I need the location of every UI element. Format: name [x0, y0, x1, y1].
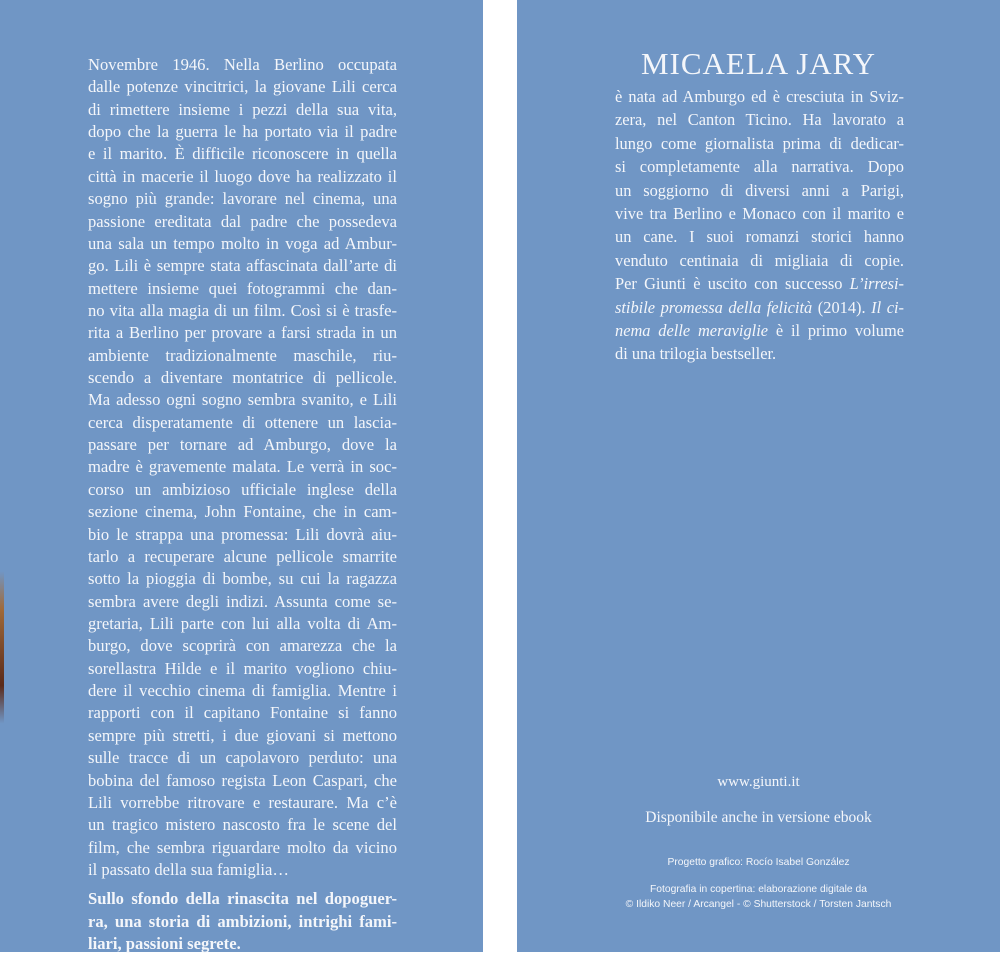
cover-image-edge	[0, 0, 4, 952]
text-line	[88, 501, 397, 523]
text-segment: bio le strappa una promessa: Lili dovrà aiu-	[88, 524, 397, 544]
text-line	[88, 143, 397, 165]
text-segment: un tragico mistero nascosto fra le scene del	[88, 815, 397, 835]
synopsis	[88, 54, 397, 955]
text-line	[88, 278, 397, 300]
text-segment: ra, una storia di ambizioni, intrighi fami-	[88, 911, 397, 931]
text-segment: no vita alla magia di un film. Così si è trasfe-	[88, 300, 397, 320]
text-line	[615, 85, 904, 108]
text-segment: bobina del famoso regista Leon Caspari, che	[88, 770, 397, 790]
text-segment: un soggiorno di diversi anni a Parigi,	[615, 180, 904, 200]
text-segment: (2014).	[812, 297, 872, 317]
text-segment: un cane. I suoi romanzi storici hanno	[615, 227, 904, 247]
text-segment: il passato della sua famiglia…	[88, 859, 289, 879]
back-flap	[0, 0, 483, 952]
publisher-website: www.giunti.it	[717, 774, 800, 790]
text-line	[615, 249, 904, 272]
photo-credit	[517, 882, 1000, 912]
text-segment: liari, passioni segrete.	[88, 934, 241, 954]
text-line	[88, 702, 397, 724]
tagline-paragraph	[88, 888, 397, 955]
text-line	[88, 591, 397, 613]
text-segment: sulle tracce di un capolavoro perduto: una	[88, 748, 397, 768]
text-segment: cerca disperatamente di ottenere un lascia-	[88, 412, 397, 432]
text-segment: zera, nel Canton Ticino. Ha lavorato a	[615, 110, 904, 130]
text-segment: è il primo volume	[768, 320, 904, 340]
text-line	[88, 300, 397, 322]
text-line	[615, 296, 904, 319]
text-segment: città in macerie il luogo dove ha realizzato il	[88, 166, 397, 186]
italic-title: L’irresi-	[849, 274, 904, 294]
text-line	[88, 792, 397, 814]
text-segment: go. Lili è sempre stata affascinata dall’arte di	[88, 256, 397, 276]
text-segment: gretaria, Lili parte con lui alla volta di Am-	[88, 613, 397, 633]
text-line	[88, 859, 397, 881]
text-segment: Lili vorrebbe ritrovare e restaurare. Ma c’è	[88, 792, 397, 812]
text-line	[88, 345, 397, 367]
text-segment: sorellastra Hilde e il marito vogliono chiu-	[88, 658, 397, 678]
text-line	[88, 770, 397, 792]
text-segment: rita a Berlino per provare a farsi strada in un	[88, 323, 397, 343]
text-line	[88, 658, 397, 680]
text-segment: di una trilogia bestseller.	[615, 344, 777, 364]
text-line	[88, 412, 397, 434]
text-segment: sezione cinema, John Fontaine, che in cam-	[88, 502, 397, 522]
text-segment: dopo che la guerra le ha portato via il padre	[88, 122, 397, 142]
text-line	[88, 211, 397, 233]
photo-credit-line: © Ildiko Neer / Arcangel - © Shutterstock / Torsten Jantsch	[625, 899, 892, 910]
text-segment: Novembre 1946. Nella Berlino occupata	[88, 55, 397, 74]
text-segment: tarlo a recuperare alcune pellicole smarrite	[88, 546, 397, 566]
text-segment: di rimettere insieme i pezzi della sua vita,	[88, 99, 397, 119]
text-segment: sempre più stretti, i due giovani si mettono	[88, 725, 397, 745]
text-line	[615, 319, 904, 342]
text-segment: vive tra Berlino e Monaco con il marito e	[615, 203, 904, 223]
text-segment: lungo come giornalista prima di dedicar-	[615, 133, 904, 153]
text-segment: passione ereditata dal padre che possedeva	[88, 211, 397, 231]
text-line	[88, 188, 397, 210]
italic-title: Il ci-	[871, 297, 904, 317]
text-segment: film, che sembra riguardare molto da vicino	[88, 837, 397, 857]
text-line	[615, 342, 904, 365]
text-segment: si completamente alla narrativa. Dopo	[615, 157, 904, 177]
text-segment: burgo, dove scoprirà con amarezza che la	[88, 636, 397, 656]
author-bio	[615, 85, 904, 366]
text-segment: dalle potenze vincitrici, la giovane Lili cerca	[88, 77, 397, 97]
text-segment: venduto centinaia di migliaia di copie.	[615, 250, 904, 270]
text-line	[615, 179, 904, 202]
text-line	[88, 888, 397, 910]
text-line	[88, 546, 397, 568]
text-line	[88, 635, 397, 657]
ebook-note: Disponibile anche in versione ebook	[645, 809, 872, 826]
text-line	[615, 202, 904, 225]
italic-title: stibile promessa della felicità	[615, 297, 813, 317]
text-line	[88, 524, 397, 546]
text-line	[88, 76, 397, 98]
text-segment: dere il vecchio cinema di famiglia. Mentre i	[88, 681, 397, 701]
author-bio-paragraph	[615, 85, 904, 366]
text-line	[615, 272, 904, 295]
text-line	[615, 225, 904, 248]
text-line	[88, 99, 397, 121]
text-segment: Sullo sfondo della rinascita nel dopoguer-	[88, 889, 397, 909]
text-line	[88, 568, 397, 590]
text-line	[88, 434, 397, 456]
italic-title: nema delle meraviglie	[615, 320, 769, 340]
design-credit: Progetto grafico: Rocío Isabel González	[667, 857, 850, 868]
text-segment: una sala un tempo molto in voga ad Ambur-	[88, 233, 397, 253]
text-segment: Ma adesso ogni sogno sembra svanito, e Lili	[88, 390, 397, 410]
text-segment: sotto la pioggia di bombe, su cui la ragazza	[88, 569, 397, 589]
author-name: MICAELA JARY	[640, 46, 877, 81]
text-line	[88, 54, 397, 76]
text-line	[88, 456, 397, 478]
front-flap	[517, 0, 1000, 952]
text-line	[88, 837, 397, 859]
text-line	[615, 108, 904, 131]
text-segment: sogno più grande: lavorare nel cinema, una	[88, 189, 397, 209]
text-line	[88, 255, 397, 277]
text-line	[88, 747, 397, 769]
text-line	[88, 814, 397, 836]
text-line	[88, 233, 397, 255]
text-line	[88, 725, 397, 747]
photo-credit-line: Fotografia in copertina: elaborazione digitale da	[650, 884, 867, 895]
text-line	[88, 322, 397, 344]
text-segment: sembra avere degli indizi. Assunta come se-	[88, 591, 397, 611]
text-segment: mettere insieme quei fotogrammi che dan-	[88, 278, 397, 298]
text-segment: Per Giunti è uscito con successo	[615, 274, 850, 294]
text-segment: ambiente tradizionalmente maschile, riu-	[88, 345, 397, 365]
text-line	[88, 166, 397, 188]
text-line	[615, 155, 904, 178]
synopsis-paragraph	[88, 54, 397, 881]
text-line	[88, 911, 397, 933]
text-line	[615, 132, 904, 155]
text-line	[88, 389, 397, 411]
text-line	[88, 121, 397, 143]
text-line	[88, 613, 397, 635]
text-segment: scendo a diventare montatrice di pellicole.	[88, 368, 397, 388]
text-segment: corso un ambizioso ufficiale inglese della	[88, 479, 397, 499]
text-segment: madre è gravemente malata. Le verrà in soc-	[88, 457, 397, 477]
text-line	[88, 680, 397, 702]
text-segment: è nata ad Amburgo ed è cresciuta in Sviz-	[615, 87, 904, 106]
text-segment: passare per tornare ad Amburgo, dove la	[88, 435, 397, 455]
text-line	[88, 479, 397, 501]
text-segment: e il marito. È difficile riconoscere in quella	[88, 144, 397, 164]
text-line	[88, 367, 397, 389]
text-segment: rapporti con il capitano Fontaine si fanno	[88, 703, 397, 723]
